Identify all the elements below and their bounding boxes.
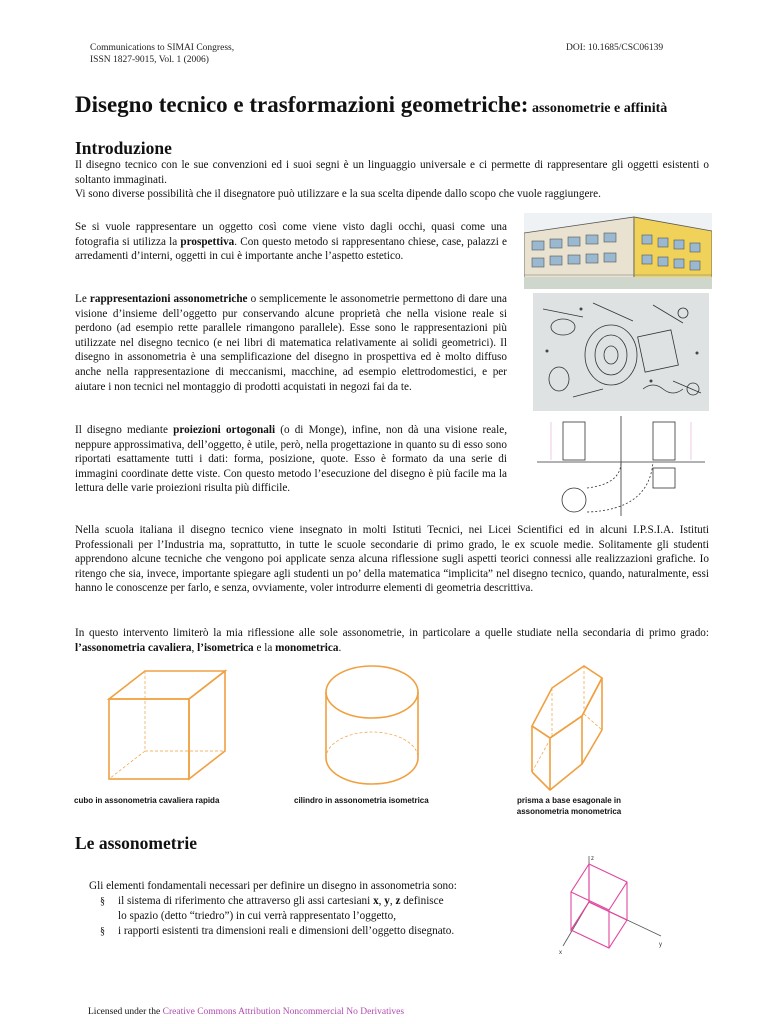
license-footer	[88, 1007, 404, 1017]
term-prospettiva: prospettiva	[180, 235, 235, 248]
license-link[interactable]: Creative Commons Attribution Noncommercial No Derivatives	[162, 1007, 405, 1017]
building-perspective-image	[524, 213, 712, 289]
intro-paragraph-6	[75, 626, 709, 655]
bullet-mark: §	[100, 896, 105, 907]
text: definisce	[400, 895, 444, 907]
intro-p1: Il disegno tecnico con le sue convenzioni ed i suoi segni è un linguaggio universale e ci permette di rappresentare gli oggetti esistenti o soltanto immaginati.	[75, 159, 709, 186]
triedro-axes-figure	[555, 850, 667, 958]
text: e la	[253, 641, 276, 654]
term-monometrica: monometrica	[275, 641, 339, 654]
intro-p1b: Vi sono diverse possibilità che il disegnatore può utilizzare e la sua scelta dipende dallo scopo che vuole raggiungere.	[75, 188, 601, 201]
exploded-mechanism-image	[533, 293, 709, 411]
axis-z-label: z	[395, 895, 401, 907]
text: In questo intervento limiterò la mia riflessione alle sole assonometrie, in particolare a quelle studiate nella secondaria di primo grado:	[75, 627, 709, 639]
cube-figure	[105, 667, 235, 783]
text: ,	[389, 895, 396, 907]
text: Le	[75, 293, 90, 305]
caption-cylinder: cilindro in assonometria isometrica	[294, 796, 429, 805]
intro-paragraph-1	[75, 158, 709, 202]
caption-cube: cubo in assonometria cavaliera rapida	[74, 796, 220, 805]
journal-issn: ISSN 1827-9015, Vol. 1 (2006)	[90, 55, 209, 65]
text: lo spazio (detto “triedro”) in cui verrà rappresentato l’oggetto,	[118, 910, 397, 922]
journal-info	[90, 42, 234, 66]
journal-name: Communications to SIMAI Congress,	[90, 43, 235, 53]
term-cavaliera: l’assonometria cavaliera	[75, 641, 192, 654]
axis-x-label: x	[373, 895, 379, 907]
paper-title	[75, 92, 667, 122]
cylinder-figure	[316, 662, 428, 788]
hexagonal-prism-figure	[518, 660, 638, 796]
orthogonal-projections-image	[535, 416, 707, 516]
text: il sistema di riferimento che attraverso gli assi cartesiani	[118, 895, 374, 907]
text: . Con questo metodo si rappresentano chiese, case, palazzi e arredamenti d’interni, oggetti in cui è importante anche l’aspetto estetico.	[75, 235, 507, 263]
axis-x-text: x	[559, 950, 562, 956]
section2-intro	[89, 879, 539, 894]
list-item	[100, 924, 520, 939]
license-text: Licensed under the	[88, 1007, 163, 1017]
title-main: Disegno tecnico e trasformazioni geometriche:	[75, 92, 529, 117]
section-heading-introduzione: Introduzione	[75, 138, 172, 158]
bullet-list	[100, 894, 520, 939]
axis-y-label: y	[384, 895, 390, 907]
caption-prism-line1: prisma a base esagonale in	[516, 796, 622, 805]
text: o semplicemente le assonometrie permettono di dare una visione d’insieme dell’oggetto pur conservando alcune proprietà che nella visione reale si perdono (ad esempio rette parallele rimangono parallele). Esse sono le rappresentazioni più utilizzate nel disegno tecnico (e nei libri di matematica relativamente ai solidi geometrici). Il disegno in assonometria è una semplificazione del disegno in prospettiva ed è molto diffuso anche nella rappresentazione di meccanismi, macchine, ad esempio elettrodomestici, e per aiutare i non tecnici nel montaggio di prodotti acquistati in negozi fai da te.	[75, 293, 507, 393]
intro-paragraph-5	[75, 523, 709, 596]
title-sub: assonometrie e affinità	[528, 101, 668, 116]
term-isometrica: l’isometrica	[197, 641, 254, 654]
doi: DOI: 10.1685/CSC06139	[566, 43, 664, 53]
intro-paragraph-2	[75, 220, 507, 264]
text: ,	[378, 895, 385, 907]
axis-y-text: y	[659, 942, 662, 948]
intro-paragraph-4	[75, 423, 507, 496]
text: Il disegno mediante	[75, 424, 174, 436]
list-item	[100, 894, 520, 924]
text: i rapporti esistenti tra dimensioni reali e dimensioni dell’oggetto disegnato.	[118, 925, 455, 937]
text: (o di Monge), infine, non dà una visione reale, neppure approssimativa, dell’oggetto, è utile, però, nella progettazione in quanto su di esso sono riportati esattamente tutti i dati: forma, posizione, quote. Esso è formato da una serie di immagini coordinate dette viste. Con questo metodo l’esecuzione del disegno è più facile ma la lettura delle varie proiezioni risulta più difficile.	[75, 424, 508, 495]
caption-prism	[504, 795, 634, 817]
section-heading-le-assonometrie: Le assonometrie	[75, 833, 197, 853]
text: Se si vuole rappresentare un oggetto così come viene visto dagli occhi, quasi come una fotografia si utilizza la	[75, 221, 507, 248]
text: .	[338, 641, 342, 654]
section2-p1: Gli elementi fondamentali necessari per definire un disegno in assonometria sono:	[89, 880, 457, 892]
intro-p5: Nella scuola italiana il disegno tecnico viene insegnato in molti Istituti Tecnici, nei Licei Scientifici ed in alcuni I.P.S.I.A. Istituti Professionali per l’Industria ma, soprattutto, in tutte le scuole secondarie di primo grado, le ex scuole medie. Solitamente gli studenti apprendono alcune tecniche che vengono poi applicate senza alcuna riflessione sugli aspetti teorici connessi alle realizzazioni grafiche. Io ritengo che sia, invece, importante spiegare agli studenti un po’ della matematica “implicita” nel disegno tecnico, quando, naturalmente, essi hanno le conoscenze per farlo, e senza, ovviamente, voler introdurre elementi di geometria descrittiva.	[75, 524, 709, 595]
text: ,	[191, 641, 198, 654]
term-proiezioni-ortogonali: proiezioni ortogonali	[173, 424, 276, 436]
term-rappresentazioni-assonometriche: rappresentazioni assonometriche	[89, 293, 248, 305]
axis-z-text: z	[591, 856, 594, 862]
intro-paragraph-3	[75, 292, 507, 394]
caption-prism-line2: assonometria monometrica	[516, 807, 622, 816]
bullet-mark: §	[100, 926, 105, 937]
cube-front-face	[109, 699, 189, 779]
